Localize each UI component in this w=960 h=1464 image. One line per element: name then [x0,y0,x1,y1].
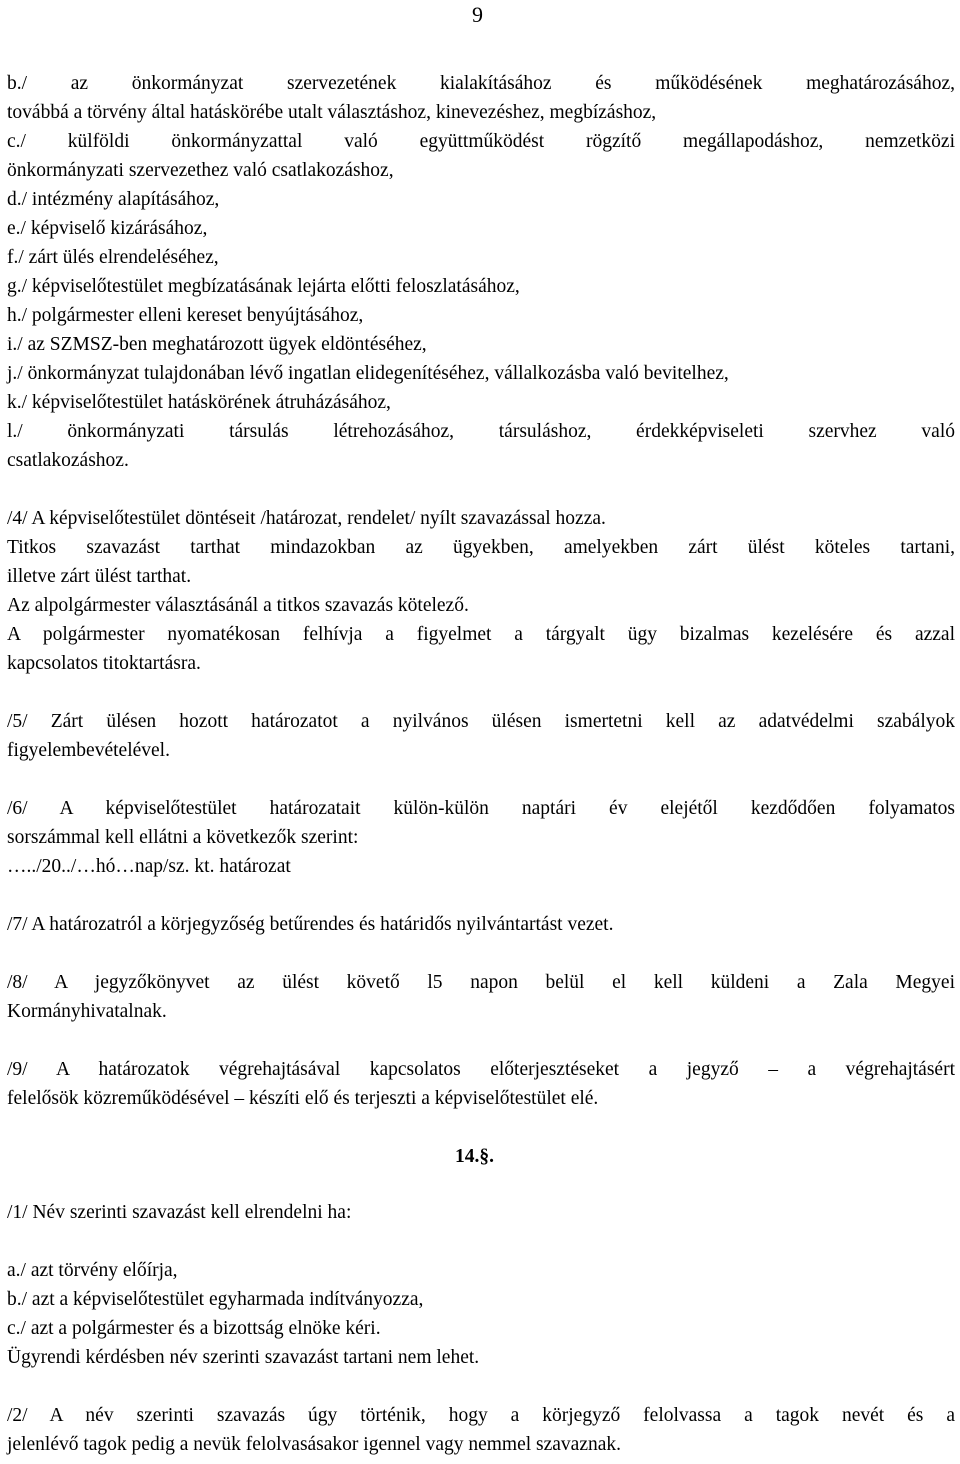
list-item-i: i./ az SZMSZ-ben meghatározott ügyek eldöntéséhez, [7,334,427,355]
list-item-c: c./ külföldi önkormányzattal való együttműködést rögzítő megállapodáshoz, nemzetközi [7,131,955,152]
paragraph-8-line-2: Kormányhivatalnak. [7,1001,167,1022]
list-item-k: k./ képviselőtestület hatáskörének átruházásához, [7,392,391,413]
list-item-c-cont: önkormányzati szervezethez való csatlakozáshoz, [7,160,394,181]
section-heading: 14.§. [455,1146,494,1167]
paragraph-4-line-4: Az alpolgármester választásánál a titkos szavazás kötelező. [7,595,469,616]
paragraph-4-line-2: Titkos szavazást tarthat mindazokban az ügyekben, amelyekben zárt ülést köteles tartani, [7,537,955,558]
page-number: 9 [472,2,483,27]
paragraph-7: /7/ A határozatról a körjegyzőség betűrendes és határidős nyilvántartást vezet. [7,914,614,935]
list-item-h: h./ polgármester elleni kereset benyújtásához, [7,305,364,326]
section-14-item-c: c./ azt a polgármester és a bizottság elnöke kéri. [7,1318,381,1339]
paragraph-6-format: …../20../…hó…nap/sz. kt. határozat [7,856,291,877]
list-item-l: l./ önkormányzati társulás létrehozásához, társuláshoz, érdekképviseleti szervhez való [7,421,955,442]
paragraph-5-line-2: figyelembevételével. [7,740,170,761]
section-14-item-b: b./ azt a képviselőtestület egyharmada indítványozza, [7,1289,424,1310]
list-item-j: j./ önkormányzat tulajdonában lévő ingatlan elidegenítéséhez, vállalkozásba való bevitelhez, [7,363,729,384]
list-item-e: e./ képviselő kizárásához, [7,218,208,239]
section-14-item-a: a./ azt törvény előírja, [7,1260,178,1281]
section-14-2-line-1: /2/ A név szerinti szavazás úgy történik, hogy a körjegyző felolvassa a tagok nevét és a [7,1405,955,1426]
paragraph-6-line-1: /6/ A képviselőtestület határozatait külön-külön naptári év elejétől kezdődően folyamatos [7,798,955,819]
list-item-f: f./ zárt ülés elrendeléséhez, [7,247,219,268]
list-item-d: d./ intézmény alapításához, [7,189,220,210]
list-item-l-cont: csatlakozáshoz. [7,450,129,471]
paragraph-4-line-5: A polgármester nyomatékosan felhívja a figyelmet a tárgyalt ügy bizalmas kezelésére és azzal [7,624,955,645]
document-body [7,69,955,1459]
paragraph-9-line-1: /9/ A határozatok végrehajtásával kapcsolatos előterjesztéseket a jegyző – a végrehajtásért [7,1059,955,1080]
paragraph-4-line-1: /4/ A képviselőtestület döntéseit /határozat, rendelet/ nyílt szavazással hozza. [7,508,606,529]
section-14-2-line-2: jelenlévő tagok pedig a nevük felolvasásakor igennel vagy nemmel szavaznak. [7,1434,622,1455]
paragraph-4-line-6: kapcsolatos titoktartásra. [7,653,201,674]
paragraph-4-line-3: illetve zárt ülést tarthat. [7,566,192,587]
paragraph-9-line-2: felelősök közreműködésével – készíti elő és terjeszti a képviselőtestület elé. [7,1088,599,1109]
paragraph-6-line-2: sorszámmal kell ellátni a következők szerint: [7,827,359,848]
list-item-g: g./ képviselőtestület megbízatásának lejárta előtti feloszlatásához, [7,276,520,297]
paragraph-8-line-1: /8/ A jegyzőkönyvet az ülést követő l5 napon belül el kell küldeni a Zala Megyei [7,972,955,993]
list-item-b-cont: továbbá a törvény által hatáskörébe utalt választáshoz, kinevezéshez, megbízáshoz, [7,102,657,123]
paragraph-5-line-1: /5/ Zárt ülésen hozott határozatot a nyilvános ülésen ismertetni kell az adatvédelmi szabályok [7,711,955,732]
section-14-intro: /1/ Név szerinti szavazást kell elrendelni ha: [7,1202,352,1223]
list-item-b: b./ az önkormányzat szervezetének kialakításához és működésének meghatározásához, [7,73,955,94]
section-14-note: Ügyrendi kérdésben név szerinti szavazást tartani nem lehet. [7,1347,480,1368]
